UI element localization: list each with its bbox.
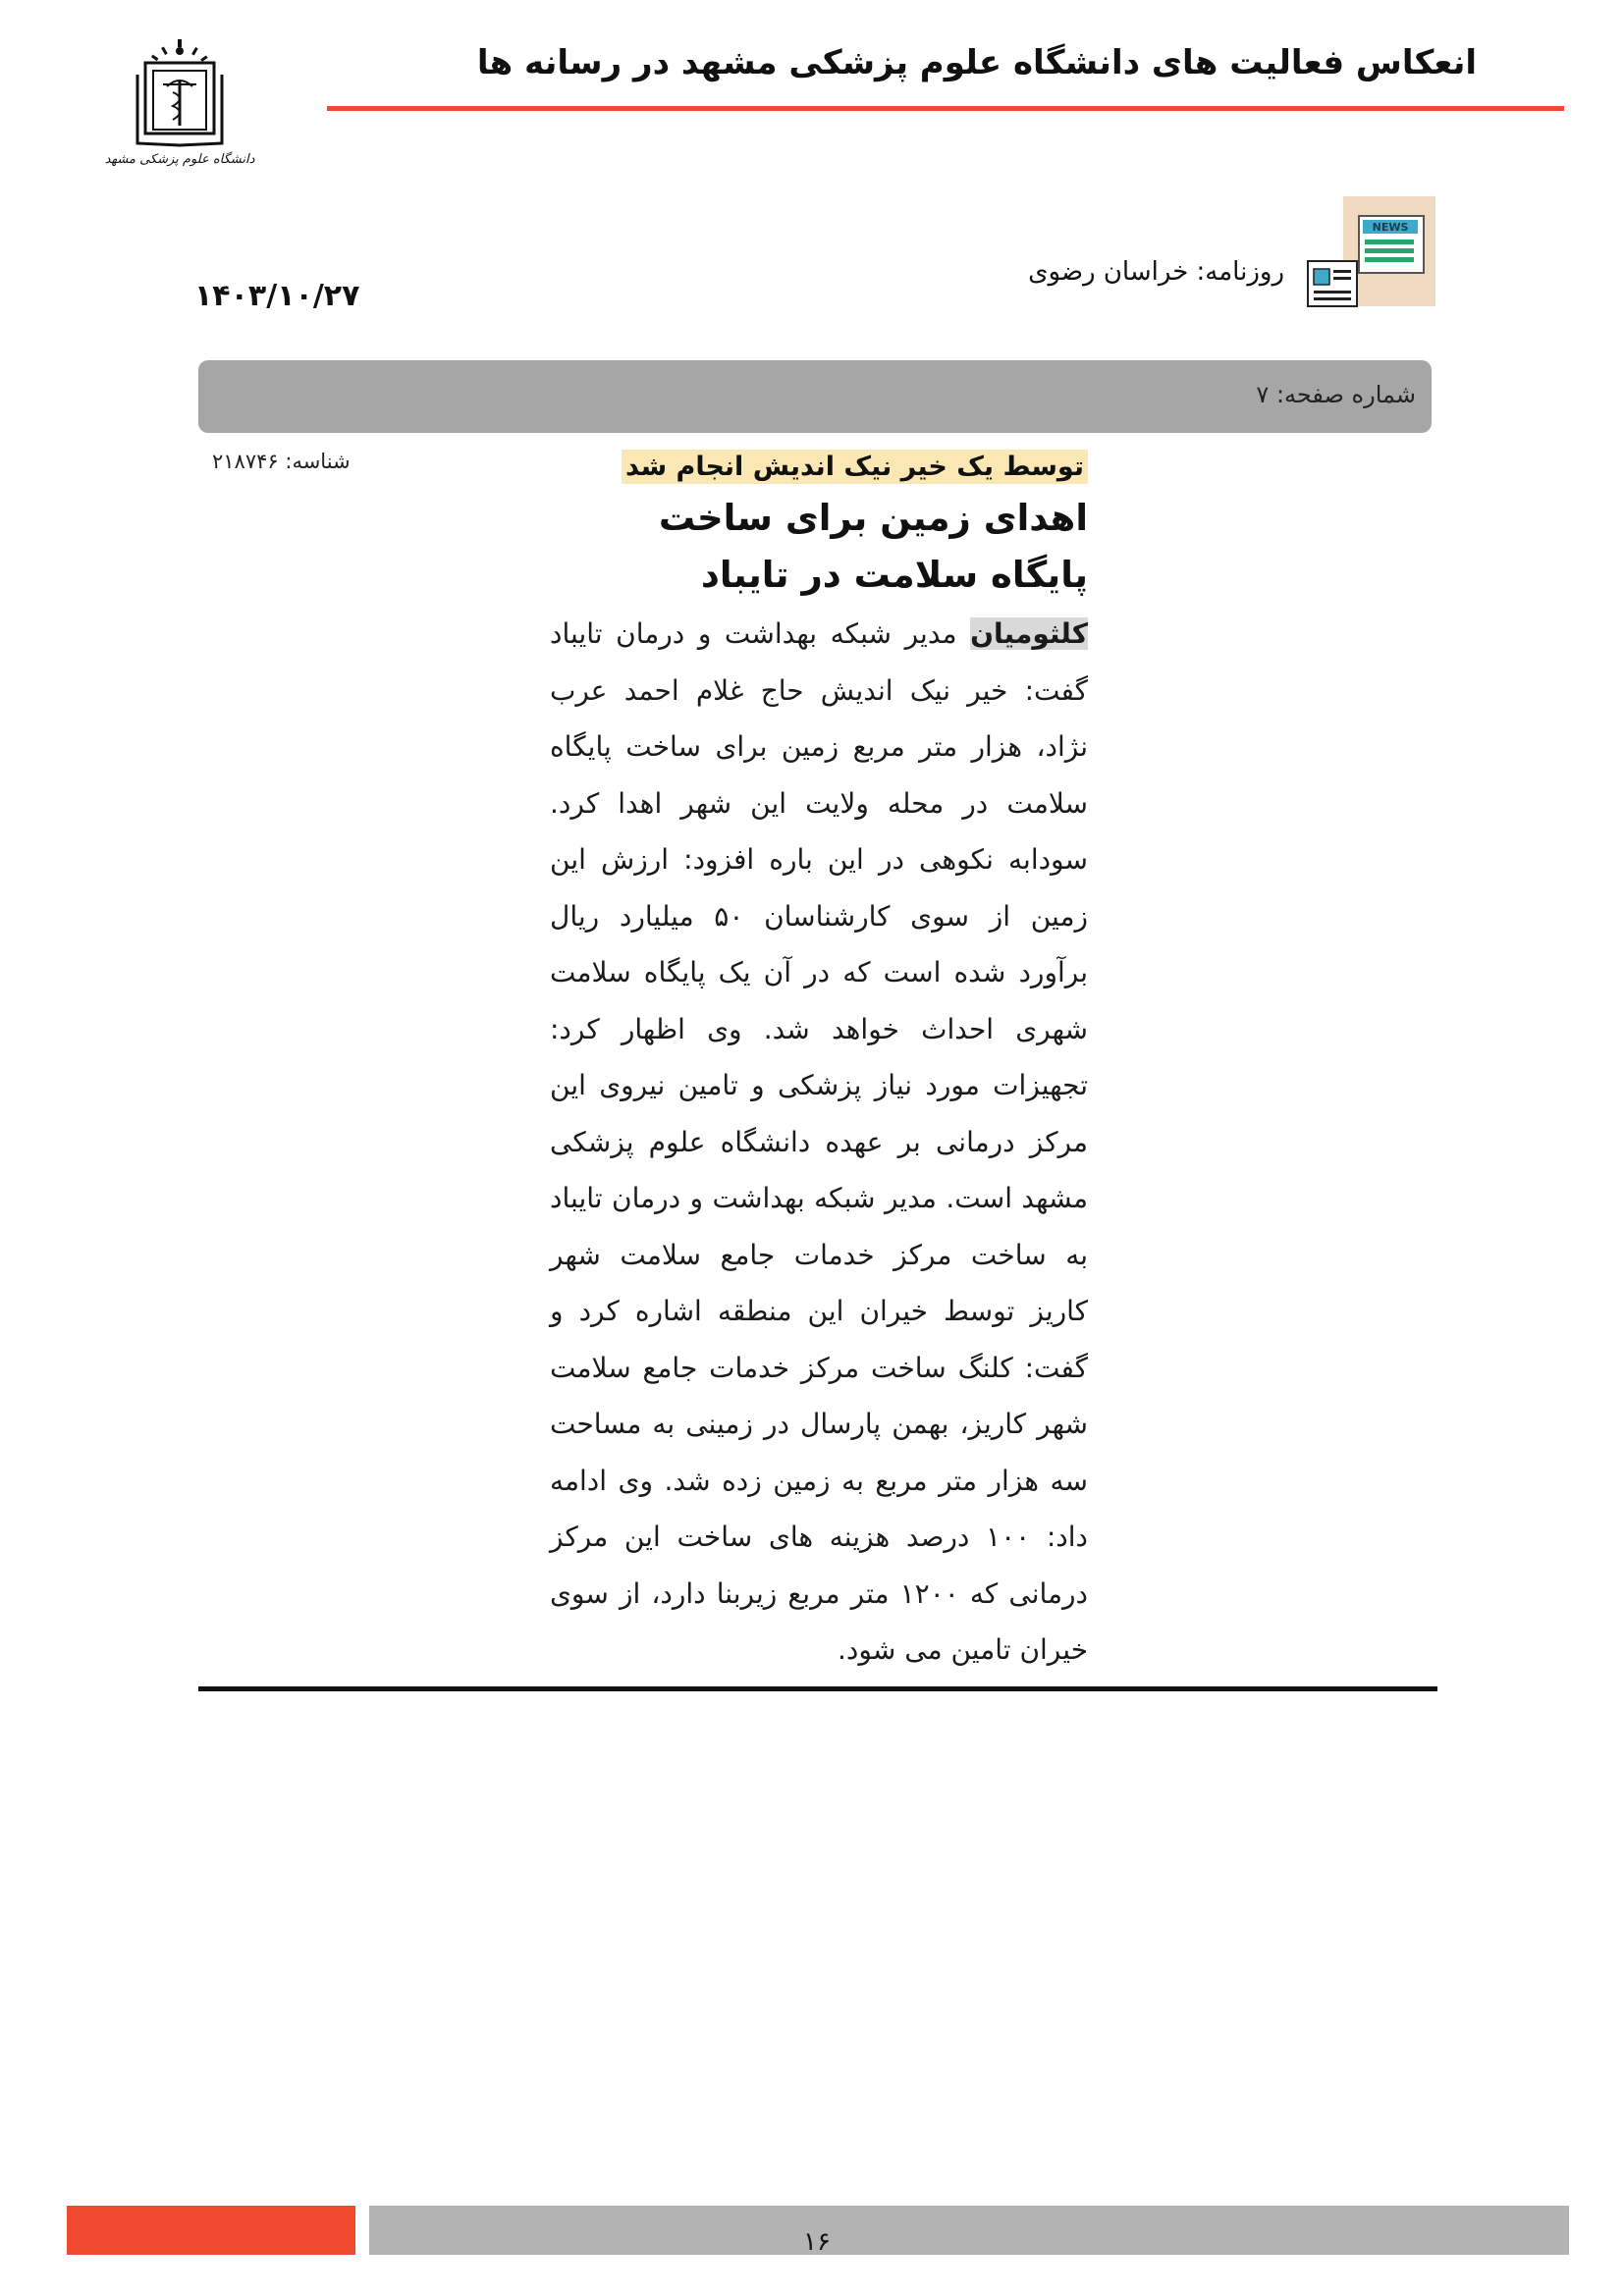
header-divider [327, 106, 1564, 111]
header-title: انعکاس فعالیت های دانشگاه علوم پزشکی مشهد در رسانه ها [476, 43, 1477, 82]
publish-date: ۱۴۰۳/۱۰/۲۷ [194, 279, 360, 313]
university-logo [104, 35, 255, 168]
svg-text:NEWS: NEWS [1372, 221, 1409, 234]
university-logo-icon [104, 35, 255, 168]
article-body: مدیر شبکه بهداشت و درمان تایباد گفت: خیر نیک اندیش حاج غلام احمد عرب نژاد، هزار متر مربع زمین برای ساخت پایگاه سلامت در محله ولایت این شهر اهدا کرد. سودابه نکوهی در این باره افزود: ارزش این زمین از سوی کارشناسان ۵۰ میلیارد ریال برآورد شده است که در آن یک پایگاه سلامت شهری احداث خواهد شد. وی اظهار کرد: تجهیزات مورد نیاز پزشکی و تامین نیروی این مرکز درمانی بر عهده دانشگاه علوم پزشکی مشهد است. مدیر شبکه بهداشت و درمان تایباد به ساخت مرکز خدمات جامع سلامت شهر کاریز توسط خیران این منطقه اشاره کرد و گفت: کلنگ ساخت مرکز خدمات جامع سلامت شهر کاریز، بهمن پارسال در زمینی به مساحت سه هزار متر مربع به زمین زده شد. وی ادامه داد: ۱۰۰ درصد هزینه های ساخت این مرکز درمانی که ۱۲۰۰ متر مربع زیربنا دارد، از سوی خیران تامین می شود. [550, 617, 1088, 1666]
newspaper-icon [1308, 196, 1435, 306]
footer-page-number: ۱۶ [803, 2227, 831, 2257]
article-clipping [550, 450, 1088, 1679]
article-body-container [550, 606, 1088, 1679]
article-bottom-divider [198, 1686, 1437, 1691]
footer-accent-bar [67, 2206, 355, 2255]
footer-bar [369, 2206, 1569, 2255]
article-id: شناسه: ۲۱۸۷۴۶ [212, 450, 351, 473]
svg-text:دانشگاه علوم پزشکی مشهد: دانشگاه علوم پزشکی مشهد [104, 152, 255, 167]
reporter-name: کلثومیان [970, 617, 1089, 650]
page-info-bar [198, 360, 1432, 433]
page-number: شماره صفحه: ۷ [1256, 381, 1416, 408]
article-supertitle: توسط یک خیر نیک اندیش انجام شد [622, 450, 1088, 484]
article-headline: اهدای زمین برای ساخت پایگاه سلامت در تایباد [658, 497, 1088, 596]
newspaper-name: روزنامه: خراسان رضوی [1028, 257, 1284, 287]
